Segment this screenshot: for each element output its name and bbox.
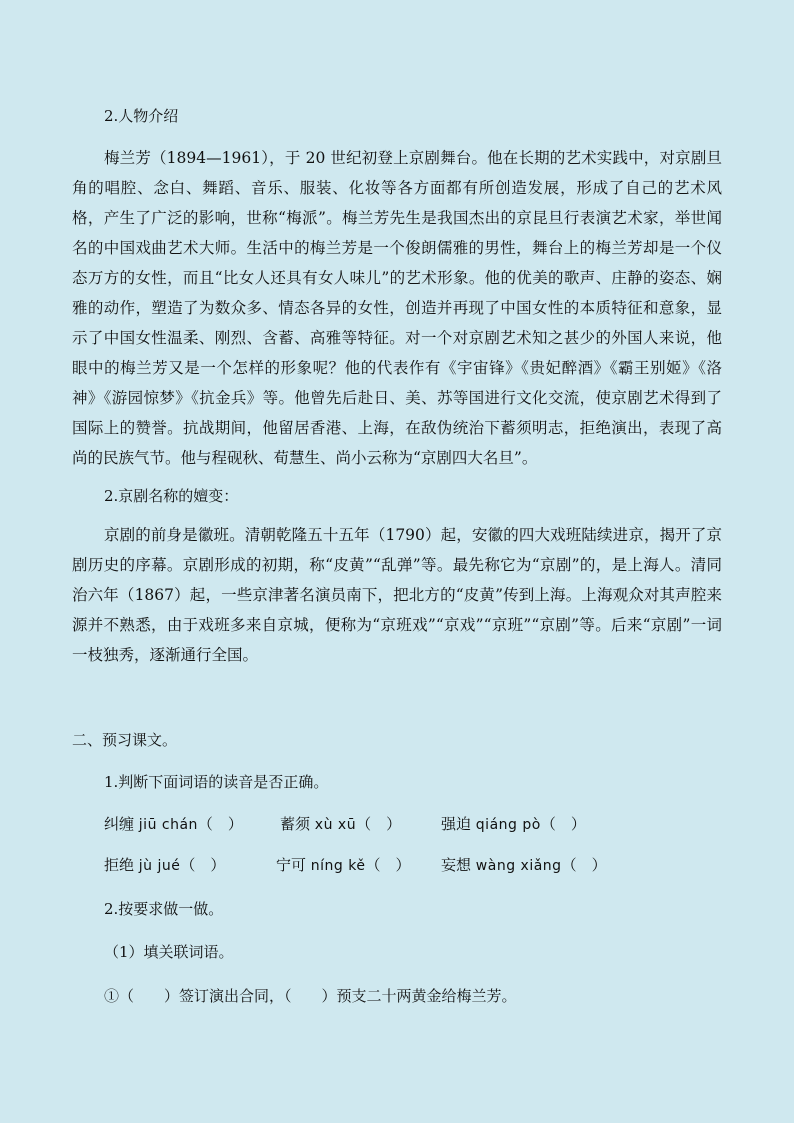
section-title-preview: 二、预习课文。 (72, 731, 178, 749)
word-pinyin: jù jué (138, 858, 181, 874)
heading-character-intro: 2.人物介绍 (104, 107, 179, 125)
word-hanzi: 宁可 (276, 856, 307, 874)
word-item (280, 814, 401, 835)
answer-blank[interactable]: （ ） (356, 815, 402, 833)
answer-blank[interactable]: （ ） (197, 815, 243, 833)
word-pinyin: xù xū (314, 817, 357, 833)
word-item (276, 855, 411, 876)
answer-blank[interactable]: （ ） (561, 856, 607, 874)
question-2-title: 2.按要求做一做。 (104, 900, 224, 918)
question-2-subtitle: （1）填关联词语。 (104, 943, 234, 961)
word-pinyin: wàng xiǎng (475, 858, 562, 874)
fill-in-item-1[interactable]: ①（ ）签订演出合同，（ ）预支二十两黄金给梅兰芳。 (104, 987, 517, 1005)
word-item (104, 814, 243, 835)
word-hanzi: 强迫 (441, 815, 472, 833)
question-1-title: 1.判断下面词语的读音是否正确。 (104, 773, 329, 791)
word-item (104, 855, 225, 876)
paragraph-peking-opera-history: 京剧的前身是徽班。清朝乾隆五十五年（1790）起，安徽的四大戏班陆续进京，揭开了京剧历史的序幕。京剧形成的初期，称“皮黄”“乱弹”等。最先称它为“京剧”的，是上海人。清同治六年（1867）起，一些京津著名演员南下，把北方的“皮黄”传到上海。上海观众对其声腔来源并不熟悉，由于戏班多来自京城，便称为“京班戏”“京戏”“京班”“京剧”等。后来“京剧”一词一枝独秀，逐渐通行全国。 (72, 526, 722, 664)
word-hanzi: 妄想 (441, 856, 472, 874)
word-hanzi: 拒绝 (104, 856, 135, 874)
word-pinyin: jiū chán (138, 817, 198, 833)
word-item (441, 855, 607, 876)
word-hanzi: 蓄须 (280, 815, 311, 833)
heading-name-evolution: 2.京剧名称的嬗变： (104, 487, 239, 505)
word-item (441, 814, 586, 835)
paragraph-mei-lanfang: 梅兰芳（1894—1961），于 20 世纪初登上京剧舞台。他在长期的艺术实践中，对京剧旦角的唱腔、念白、舞蹈、音乐、服装、化妆等各方面都有所创造发展，形成了自己的艺术风格，产生了广泛的影响，世称“梅派”。梅兰芳先生是我国杰出的京昆旦行表演艺术家，举世闻名的中国戏曲艺术大师。生活中的梅兰芳是一个俊朗儒雅的男性，舞台上的梅兰芳却是一个仪态万方的女性，而且“比女人还具有女人味儿”的艺术形象。他的优美的歌声、庄静的姿态、娴雅的动作，塑造了为数众多、情态各异的女性，创造并再现了中国女性的本质特征和意象，显示了中国女性温柔、刚烈、含蓄、高雅等特征。对一个对京剧艺术知之甚少的外国人来说，他眼中的梅兰芳又是一个怎样的形象呢？他的代表作有《宇宙锋》《贵妃醉酒》《霸王别姬》《洛神》《游园惊梦》《抗金兵》等。他曾先后赴日、美、苏等国进行文化交流，使京剧艺术得到了国际上的赞誉。抗战期间，他留居香港、上海，在敌伪统治下蓄须明志，拒绝演出，表现了高尚的民族气节。他与程砚秋、荀慧生、尚小云称为“京剧四大名旦”。 (72, 149, 722, 467)
answer-blank[interactable]: （ ） (540, 815, 586, 833)
word-hanzi: 纠缠 (104, 815, 135, 833)
word-pinyin: qiáng pò (475, 817, 541, 833)
answer-blank[interactable]: （ ） (180, 856, 226, 874)
word-pinyin: níng kě (310, 858, 366, 874)
answer-blank[interactable]: （ ） (365, 856, 411, 874)
